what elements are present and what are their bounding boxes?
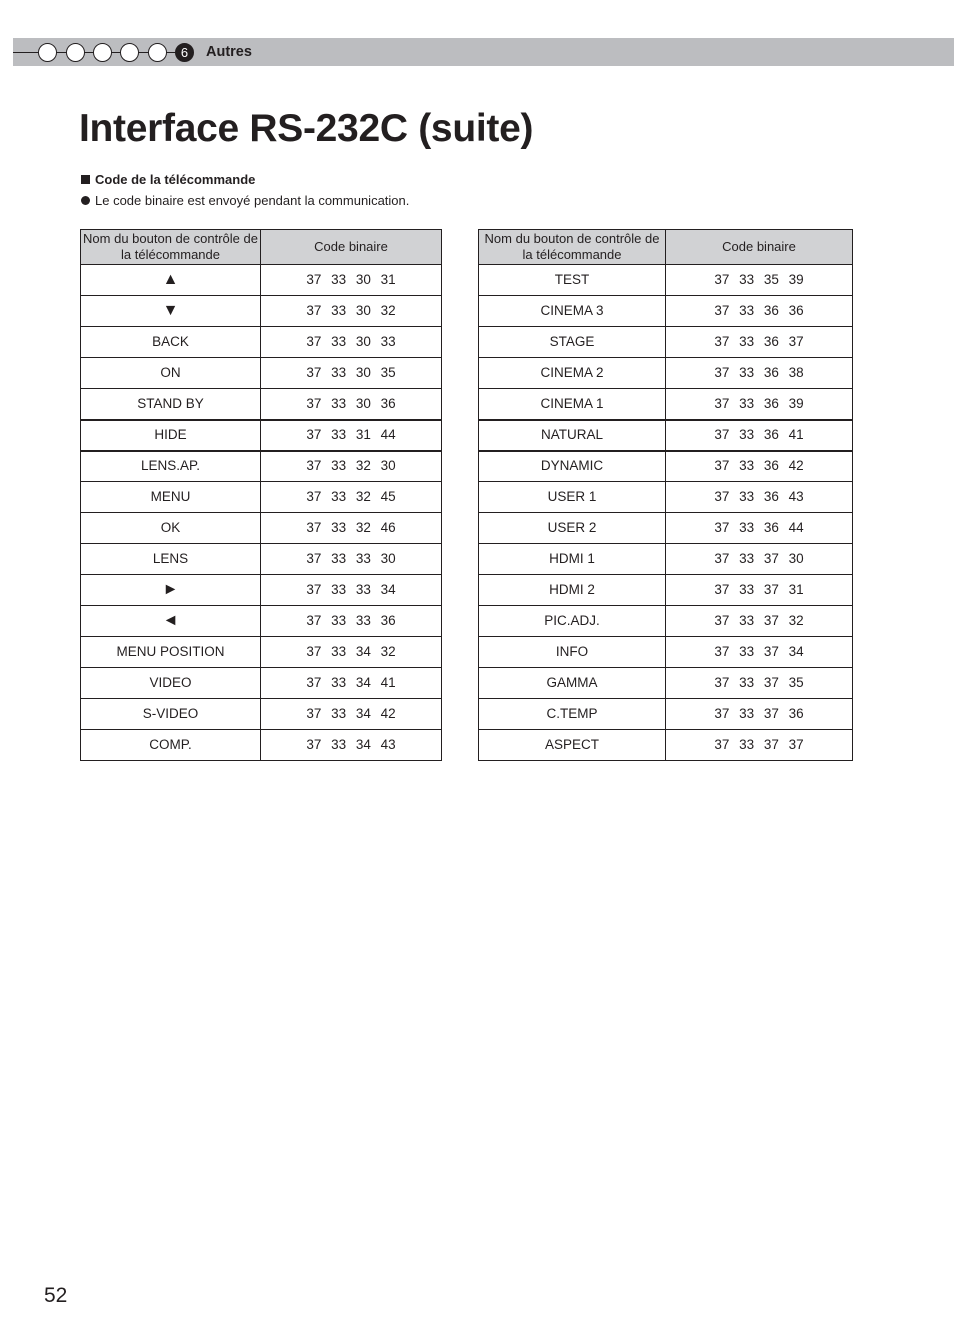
- binary-code-cell: 37 33 36 39: [666, 389, 853, 420]
- binary-code-cell: 37 33 33 36: [261, 606, 442, 637]
- binary-code-cell: 37 33 34 42: [261, 699, 442, 730]
- button-name-cell: STAGE: [479, 327, 666, 358]
- square-bullet-icon: [81, 175, 90, 184]
- button-name-cell: MENU POSITION: [81, 637, 261, 668]
- button-name-cell: STAND BY: [81, 389, 261, 420]
- binary-code-cell: 37 33 30 36: [261, 389, 442, 420]
- button-name-cell: INFO: [479, 637, 666, 668]
- binary-code-cell: 37 33 35 39: [666, 265, 853, 296]
- binary-code-cell: 37 33 32 45: [261, 482, 442, 513]
- button-name-cell: HIDE: [81, 420, 261, 451]
- binary-code-cell: 37 33 36 43: [666, 482, 853, 513]
- section-heading: [81, 171, 255, 188]
- binary-code-cell: 37 33 37 34: [666, 637, 853, 668]
- button-name-cell: TEST: [479, 265, 666, 296]
- table-row: [479, 296, 853, 327]
- section-heading-text: Code de la télécommande: [95, 172, 256, 187]
- table-row: [479, 327, 853, 358]
- table-row: [479, 575, 853, 606]
- page-number: 52: [44, 1284, 68, 1307]
- binary-code-cell: 37 33 33 30: [261, 544, 442, 575]
- binary-code-cell: 37 33 37 32: [666, 606, 853, 637]
- binary-code-cell: 37 33 34 41: [261, 668, 442, 699]
- chapter-dot-3: [93, 43, 112, 62]
- table-row: [81, 606, 442, 637]
- binary-code-cell: 37 33 36 42: [666, 451, 853, 482]
- button-name-cell: PIC.ADJ.: [479, 606, 666, 637]
- binary-code-cell: 37 33 34 32: [261, 637, 442, 668]
- page-title: Interface RS-232C (suite): [79, 107, 534, 150]
- table-row: [479, 513, 853, 544]
- chapter-title: Autres: [206, 44, 252, 60]
- binary-code-cell: 37 33 31 44: [261, 420, 442, 451]
- button-name-cell: MENU: [81, 482, 261, 513]
- table-row: [479, 265, 853, 296]
- binary-code-cell: 37 33 37 31: [666, 575, 853, 606]
- button-name-cell: NATURAL: [479, 420, 666, 451]
- button-name-cell: CINEMA 3: [479, 296, 666, 327]
- binary-code-cell: 37 33 30 31: [261, 265, 442, 296]
- binary-code-cell: 37 33 32 30: [261, 451, 442, 482]
- table-row: [81, 265, 442, 296]
- table-header-row: [81, 230, 442, 265]
- chapter-dot-4: [120, 43, 139, 62]
- table-row: [81, 389, 442, 420]
- table-row: [81, 420, 442, 451]
- binary-code-cell: 37 33 36 41: [666, 420, 853, 451]
- table-row: [81, 451, 442, 482]
- button-name-cell: OK: [81, 513, 261, 544]
- binary-code-cell: 37 33 30 35: [261, 358, 442, 389]
- button-name-cell: HDMI 1: [479, 544, 666, 575]
- binary-code-cell: 37 33 34 43: [261, 730, 442, 761]
- table-row: [479, 389, 853, 420]
- button-name-cell: ASPECT: [479, 730, 666, 761]
- button-name-cell: ►: [81, 575, 261, 606]
- chapter-dot-1: [38, 43, 57, 62]
- binary-code-cell: 37 33 37 37: [666, 730, 853, 761]
- column-header-button-name: Nom du bouton de contrôle de la télécommande: [479, 230, 666, 265]
- button-name-cell: USER 2: [479, 513, 666, 544]
- column-header-binary-code: Code binaire: [261, 230, 442, 265]
- table-row: [81, 730, 442, 761]
- table-row: [81, 668, 442, 699]
- button-name-cell: USER 1: [479, 482, 666, 513]
- button-name-cell: VIDEO: [81, 668, 261, 699]
- round-bullet-icon: [81, 196, 90, 205]
- table-row: [81, 513, 442, 544]
- button-name-cell: ▼: [81, 296, 261, 327]
- binary-code-cell: 37 33 37 30: [666, 544, 853, 575]
- table-row: [81, 699, 442, 730]
- table-row: [479, 668, 853, 699]
- binary-code-cell: 37 33 33 34: [261, 575, 442, 606]
- button-name-cell: S-VIDEO: [81, 699, 261, 730]
- binary-code-cell: 37 33 36 37: [666, 327, 853, 358]
- table-row: [479, 637, 853, 668]
- table-row: [479, 358, 853, 389]
- remote-code-table-right: [478, 229, 853, 761]
- chapter-dot-5: [148, 43, 167, 62]
- binary-code-cell: 37 33 36 38: [666, 358, 853, 389]
- button-name-cell: CINEMA 1: [479, 389, 666, 420]
- table-row: [81, 637, 442, 668]
- button-name-cell: LENS.AP.: [81, 451, 261, 482]
- binary-code-cell: 37 33 32 46: [261, 513, 442, 544]
- table-row: [479, 544, 853, 575]
- chapter-dot-2: [66, 43, 85, 62]
- table-row: [81, 358, 442, 389]
- button-name-cell: LENS: [81, 544, 261, 575]
- button-name-cell: DYNAMIC: [479, 451, 666, 482]
- table-row: [479, 451, 853, 482]
- table-row: [479, 606, 853, 637]
- table-row: [81, 296, 442, 327]
- button-name-cell: HDMI 2: [479, 575, 666, 606]
- table-header-row: [479, 230, 853, 265]
- button-name-cell: ◄: [81, 606, 261, 637]
- binary-code-cell: 37 33 37 35: [666, 668, 853, 699]
- button-name-cell: BACK: [81, 327, 261, 358]
- table-row: [81, 482, 442, 513]
- section-note: [81, 192, 409, 209]
- binary-code-cell: 37 33 36 44: [666, 513, 853, 544]
- table-row: [479, 420, 853, 451]
- binary-code-cell: 37 33 36 36: [666, 296, 853, 327]
- remote-code-table-left: [80, 229, 442, 761]
- chapter-number-badge: 6: [175, 43, 194, 62]
- table-row: [479, 482, 853, 513]
- table-row: [479, 699, 853, 730]
- table-row: [81, 327, 442, 358]
- column-header-button-name: Nom du bouton de contrôle de la télécommande: [81, 230, 261, 265]
- button-name-cell: CINEMA 2: [479, 358, 666, 389]
- binary-code-cell: 37 33 30 33: [261, 327, 442, 358]
- binary-code-cell: 37 33 37 36: [666, 699, 853, 730]
- button-name-cell: ON: [81, 358, 261, 389]
- section-note-text: Le code binaire est envoyé pendant la communication.: [95, 193, 410, 208]
- table-row: [81, 544, 442, 575]
- button-name-cell: ▲: [81, 265, 261, 296]
- button-name-cell: GAMMA: [479, 668, 666, 699]
- table-row: [479, 730, 853, 761]
- table-row: [81, 575, 442, 606]
- button-name-cell: COMP.: [81, 730, 261, 761]
- button-name-cell: C.TEMP: [479, 699, 666, 730]
- binary-code-cell: 37 33 30 32: [261, 296, 442, 327]
- column-header-binary-code: Code binaire: [666, 230, 853, 265]
